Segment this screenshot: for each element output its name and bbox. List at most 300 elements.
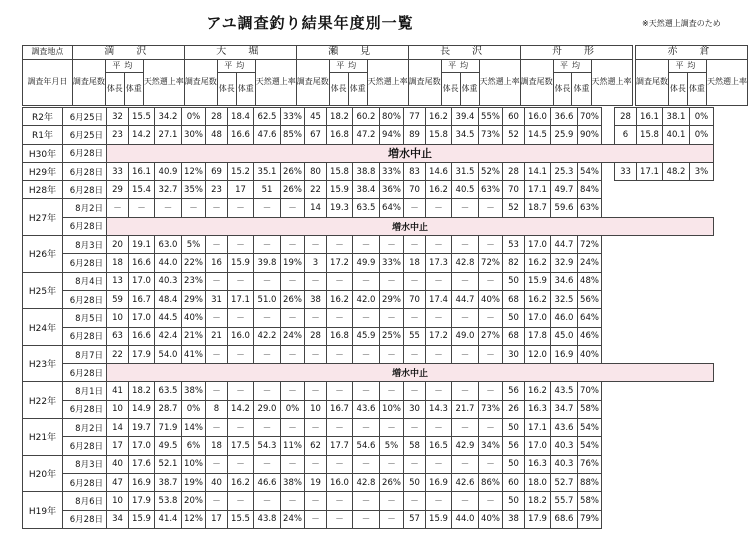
date-cell: 6月28日 bbox=[63, 181, 107, 199]
data-cell: 58% bbox=[578, 400, 602, 418]
data-cell: 0% bbox=[690, 126, 714, 144]
data-cell: 70 bbox=[503, 181, 525, 199]
data-cell: 54.6 bbox=[353, 437, 380, 455]
data-cell: － bbox=[206, 419, 228, 437]
data-cell: 50 bbox=[503, 309, 525, 327]
weight-header: 体重 bbox=[348, 73, 367, 106]
data-cell: － bbox=[479, 419, 503, 437]
year-cell: H22年 bbox=[23, 382, 63, 419]
data-cell: 29% bbox=[182, 290, 206, 308]
data-cell: － bbox=[281, 272, 305, 290]
data-cell: 10 bbox=[107, 492, 129, 510]
data-cell: 42.9 bbox=[452, 437, 479, 455]
data-cell: 43.6 bbox=[551, 419, 578, 437]
data-cell: － bbox=[404, 419, 426, 437]
data-cell: － bbox=[426, 492, 452, 510]
data-cell: 45.0 bbox=[551, 327, 578, 345]
data-cell: 44.7 bbox=[551, 236, 578, 254]
data-cell: － bbox=[353, 510, 380, 528]
data-cell: 35.1 bbox=[254, 162, 281, 180]
empty-cell bbox=[615, 492, 714, 510]
data-cell: 14% bbox=[182, 419, 206, 437]
data-cell: 18.7 bbox=[525, 199, 551, 217]
empty-cell bbox=[615, 272, 714, 290]
data-cell: 60 bbox=[503, 108, 525, 126]
data-cell: 33 bbox=[107, 162, 129, 180]
empty-cell bbox=[615, 510, 714, 528]
data-cell: 32.7 bbox=[155, 181, 182, 199]
avg-header: 平均 bbox=[105, 60, 143, 73]
weight-header: 体重 bbox=[687, 73, 706, 106]
count-header: 調査尾数 bbox=[520, 60, 553, 106]
site-header: 長 沢 bbox=[408, 46, 520, 60]
data-cell: － bbox=[327, 236, 353, 254]
data-cell: 77 bbox=[404, 108, 426, 126]
data-cell: 16.7 bbox=[327, 400, 353, 418]
data-cell: 17.2 bbox=[327, 254, 353, 272]
data-cell: 89 bbox=[404, 126, 426, 144]
empty-cell bbox=[615, 181, 714, 199]
data-cell: 40% bbox=[182, 309, 206, 327]
data-cell: － bbox=[327, 345, 353, 363]
data-cell: － bbox=[206, 199, 228, 217]
table-row bbox=[23, 254, 714, 272]
table-row bbox=[23, 455, 714, 473]
data-cell: 14.9 bbox=[129, 400, 155, 418]
data-cell: 49.0 bbox=[452, 327, 479, 345]
avg-header: 平均 bbox=[553, 60, 591, 73]
data-cell: 27.1 bbox=[155, 126, 182, 144]
data-cell: 57 bbox=[404, 510, 426, 528]
data-cell: 32 bbox=[107, 108, 129, 126]
data-cell: 88% bbox=[578, 473, 602, 491]
date-cell: 8月3日 bbox=[63, 236, 107, 254]
data-cell: － bbox=[452, 199, 479, 217]
data-cell: 16.9 bbox=[551, 345, 578, 363]
data-cell: 6% bbox=[182, 437, 206, 455]
data-cell: 14.1 bbox=[525, 162, 551, 180]
data-cell: － bbox=[380, 382, 404, 400]
data-cell: 48.2 bbox=[663, 162, 690, 180]
data-cell: － bbox=[254, 382, 281, 400]
data-cell: － bbox=[254, 419, 281, 437]
data-cell: 72% bbox=[578, 236, 602, 254]
data-cell: 0% bbox=[182, 400, 206, 418]
data-cell: 59.6 bbox=[551, 199, 578, 217]
data-cell: 55 bbox=[404, 327, 426, 345]
data-cell: 18.2 bbox=[129, 382, 155, 400]
data-cell: 54.3 bbox=[254, 437, 281, 455]
column-gap bbox=[602, 345, 615, 363]
year-cell: H24年 bbox=[23, 309, 63, 346]
data-cell: 68 bbox=[503, 290, 525, 308]
data-cell: － bbox=[305, 309, 327, 327]
rate-header: 天然遡上率 bbox=[367, 60, 408, 106]
year-cell: H19年 bbox=[23, 492, 63, 529]
data-cell: － bbox=[327, 419, 353, 437]
data-cell: 34.5 bbox=[452, 126, 479, 144]
data-cell: － bbox=[107, 199, 129, 217]
table-row bbox=[23, 437, 714, 455]
data-cell: 54% bbox=[578, 162, 602, 180]
data-cell: 48.4 bbox=[155, 290, 182, 308]
data-cell: 15.9 bbox=[129, 510, 155, 528]
data-cell: 18.4 bbox=[228, 108, 254, 126]
avg-header: 平均 bbox=[329, 60, 367, 73]
data-cell: 30 bbox=[404, 400, 426, 418]
data-cell: － bbox=[452, 455, 479, 473]
column-gap bbox=[602, 419, 615, 437]
data-cell: － bbox=[479, 492, 503, 510]
data-cell: 47 bbox=[107, 473, 129, 491]
data-cell: 10 bbox=[107, 400, 129, 418]
date-cell: 6月25日 bbox=[63, 108, 107, 126]
site-header: 満 沢 bbox=[72, 46, 184, 60]
data-cell: 17.5 bbox=[228, 437, 254, 455]
empty-cell bbox=[615, 290, 714, 308]
column-gap bbox=[602, 437, 615, 455]
data-cell: 14 bbox=[107, 419, 129, 437]
data-cell: 10% bbox=[182, 455, 206, 473]
data-cell: 0% bbox=[281, 400, 305, 418]
data-cell: 32.9 bbox=[551, 254, 578, 272]
data-cell: 20% bbox=[182, 492, 206, 510]
data-cell: 22 bbox=[107, 345, 129, 363]
data-cell: 16.8 bbox=[327, 126, 353, 144]
length-header: 体長 bbox=[329, 73, 348, 106]
column-gap bbox=[602, 181, 615, 199]
data-cell: 17.0 bbox=[525, 309, 551, 327]
data-cell: 34 bbox=[107, 510, 129, 528]
banner-row bbox=[23, 217, 714, 235]
data-cell: － bbox=[155, 199, 182, 217]
length-header: 体長 bbox=[553, 73, 572, 106]
data-cell: 34% bbox=[479, 437, 503, 455]
data-cell: － bbox=[305, 382, 327, 400]
column-gap bbox=[602, 199, 615, 217]
data-cell: 24% bbox=[281, 327, 305, 345]
year-cell: H23年 bbox=[23, 345, 63, 382]
column-gap bbox=[602, 272, 615, 290]
data-cell: 71.9 bbox=[155, 419, 182, 437]
data-cell: 15.8 bbox=[637, 126, 663, 144]
data-cell: 41.4 bbox=[155, 510, 182, 528]
data-cell: 15.9 bbox=[327, 181, 353, 199]
count-header: 調査尾数 bbox=[184, 60, 217, 106]
data-cell: － bbox=[305, 455, 327, 473]
data-cell: 16.2 bbox=[228, 473, 254, 491]
data-cell: 17.9 bbox=[129, 345, 155, 363]
table-row bbox=[23, 162, 714, 180]
data-cell: 18 bbox=[404, 254, 426, 272]
table-row bbox=[23, 400, 714, 418]
data-cell: 15.9 bbox=[525, 272, 551, 290]
data-cell: 17.6 bbox=[129, 455, 155, 473]
data-cell: 63% bbox=[578, 199, 602, 217]
data-cell: － bbox=[380, 309, 404, 327]
data-cell: 16.9 bbox=[129, 473, 155, 491]
data-cell: 29% bbox=[380, 290, 404, 308]
data-cell: 36.6 bbox=[551, 108, 578, 126]
data-cell: 14.5 bbox=[525, 126, 551, 144]
flood-cancel-banner: 増水中止 bbox=[107, 217, 714, 235]
data-cell: 62.5 bbox=[254, 108, 281, 126]
data-cell: 42.0 bbox=[353, 290, 380, 308]
data-cell: 70% bbox=[578, 108, 602, 126]
data-cell: － bbox=[254, 455, 281, 473]
site-header: 舟 形 bbox=[520, 46, 632, 60]
data-cell: 38.4 bbox=[353, 181, 380, 199]
year-cell: H26年 bbox=[23, 236, 63, 273]
data-cell: 90% bbox=[578, 126, 602, 144]
data-cell: 52 bbox=[503, 199, 525, 217]
data-cell: 30% bbox=[182, 126, 206, 144]
data-cell: 31.5 bbox=[452, 162, 479, 180]
data-cell: 33 bbox=[615, 162, 637, 180]
data-cell: 47.6 bbox=[254, 126, 281, 144]
data-cell: 3 bbox=[305, 254, 327, 272]
data-cell: 18.0 bbox=[525, 473, 551, 491]
data-cell: 83 bbox=[404, 162, 426, 180]
data-cell: 40.1 bbox=[663, 126, 690, 144]
column-gap bbox=[602, 327, 615, 345]
data-cell: 63% bbox=[479, 181, 503, 199]
date-cell: 8月5日 bbox=[63, 309, 107, 327]
data-cell: 44.0 bbox=[155, 254, 182, 272]
data-cell: 16.2 bbox=[327, 290, 353, 308]
data-cell: － bbox=[281, 345, 305, 363]
data-cell: 40.3 bbox=[155, 272, 182, 290]
table-row bbox=[23, 492, 714, 510]
data-cell: 49.5 bbox=[155, 437, 182, 455]
empty-cell bbox=[615, 345, 714, 363]
data-cell: 53.8 bbox=[155, 492, 182, 510]
data-cell: 43.8 bbox=[254, 510, 281, 528]
year-cell: H27年 bbox=[23, 199, 63, 236]
data-cell: － bbox=[479, 272, 503, 290]
data-cell: － bbox=[380, 455, 404, 473]
data-cell: 28 bbox=[206, 108, 228, 126]
data-cell: － bbox=[305, 510, 327, 528]
data-cell: 19 bbox=[305, 473, 327, 491]
data-cell: － bbox=[479, 382, 503, 400]
data-cell: 16.7 bbox=[129, 290, 155, 308]
date-cell: 8月7日 bbox=[63, 345, 107, 363]
data-cell: 46.0 bbox=[551, 309, 578, 327]
data-cell: － bbox=[206, 382, 228, 400]
data-cell: 40% bbox=[479, 510, 503, 528]
data-cell: 10 bbox=[107, 309, 129, 327]
data-cell: 24% bbox=[578, 254, 602, 272]
data-cell: 16.2 bbox=[426, 181, 452, 199]
data-cell: 17.1 bbox=[228, 290, 254, 308]
data-cell: 63.5 bbox=[353, 199, 380, 217]
empty-cell bbox=[615, 437, 714, 455]
data-cell: － bbox=[281, 309, 305, 327]
data-cell: － bbox=[327, 382, 353, 400]
data-cell: 24% bbox=[281, 510, 305, 528]
data-cell: － bbox=[479, 455, 503, 473]
data-cell: － bbox=[228, 419, 254, 437]
data-cell: － bbox=[281, 455, 305, 473]
data-cell: 56 bbox=[503, 437, 525, 455]
data-cell: － bbox=[426, 236, 452, 254]
weight-header: 体重 bbox=[572, 73, 591, 106]
data-cell: 16.0 bbox=[327, 473, 353, 491]
data-cell: 17.1 bbox=[525, 419, 551, 437]
data-cell: － bbox=[404, 382, 426, 400]
data-cell: － bbox=[380, 345, 404, 363]
data-cell: － bbox=[206, 309, 228, 327]
data-cell: 40.3 bbox=[551, 437, 578, 455]
date-cell: 6月28日 bbox=[63, 162, 107, 180]
data-cell: － bbox=[380, 236, 404, 254]
data-cell: 16.0 bbox=[525, 108, 551, 126]
data-cell: － bbox=[305, 236, 327, 254]
data-cell: 5% bbox=[182, 236, 206, 254]
data-cell: 38.1 bbox=[663, 108, 690, 126]
data-cell: － bbox=[254, 236, 281, 254]
data-cell: － bbox=[206, 345, 228, 363]
data-cell: 38 bbox=[305, 290, 327, 308]
data-cell: 14.3 bbox=[426, 400, 452, 418]
data-cell: － bbox=[404, 236, 426, 254]
length-header: 体長 bbox=[217, 73, 236, 106]
data-cell: 42.4 bbox=[155, 327, 182, 345]
table-header bbox=[22, 45, 748, 106]
data-cell: 15.8 bbox=[426, 126, 452, 144]
data-cell: － bbox=[404, 345, 426, 363]
empty-cell bbox=[615, 199, 714, 217]
empty-cell bbox=[615, 473, 714, 491]
data-cell: 26 bbox=[503, 400, 525, 418]
data-cell: 52 bbox=[503, 126, 525, 144]
data-cell: 44.0 bbox=[452, 510, 479, 528]
data-cell: 35% bbox=[182, 181, 206, 199]
data-cell: 15.5 bbox=[228, 510, 254, 528]
year-cell: H28年 bbox=[23, 181, 63, 199]
data-cell: 20 bbox=[107, 236, 129, 254]
data-cell: － bbox=[452, 236, 479, 254]
year-cell: H20年 bbox=[23, 455, 63, 492]
data-cell: 50 bbox=[503, 455, 525, 473]
data-cell: － bbox=[281, 199, 305, 217]
data-cell: 26% bbox=[380, 473, 404, 491]
data-cell: 79% bbox=[578, 510, 602, 528]
count-header: 調査尾数 bbox=[72, 60, 105, 106]
data-cell: － bbox=[479, 199, 503, 217]
data-cell: 76% bbox=[578, 455, 602, 473]
site-header: 瀬 見 bbox=[296, 46, 408, 60]
data-cell: 32.5 bbox=[551, 290, 578, 308]
data-cell: 17.0 bbox=[525, 437, 551, 455]
data-cell: 38.8 bbox=[353, 162, 380, 180]
weight-header: 体重 bbox=[124, 73, 143, 106]
rate-header: 天然遡上率 bbox=[143, 60, 184, 106]
data-cell: 40% bbox=[479, 290, 503, 308]
data-cell: 16.2 bbox=[525, 254, 551, 272]
data-cell: 30 bbox=[503, 345, 525, 363]
data-cell: － bbox=[452, 272, 479, 290]
data-cell: － bbox=[353, 345, 380, 363]
avg-header: 平均 bbox=[441, 60, 479, 73]
avg-header: 平均 bbox=[217, 60, 255, 73]
data-cell: － bbox=[426, 455, 452, 473]
data-cell: 64% bbox=[578, 309, 602, 327]
rate-header: 天然遡上率 bbox=[479, 60, 520, 106]
data-cell: 28 bbox=[305, 327, 327, 345]
data-cell: 8 bbox=[206, 400, 228, 418]
data-cell: 41% bbox=[182, 345, 206, 363]
date-cell: 8月1日 bbox=[63, 382, 107, 400]
table-row bbox=[23, 126, 714, 144]
date-cell: 6月28日 bbox=[63, 327, 107, 345]
data-cell: － bbox=[353, 492, 380, 510]
data-cell: 34.6 bbox=[551, 272, 578, 290]
data-cell: 18 bbox=[107, 254, 129, 272]
data-cell: 33% bbox=[380, 162, 404, 180]
data-cell: － bbox=[452, 345, 479, 363]
column-gap bbox=[602, 382, 615, 400]
data-cell: 63 bbox=[107, 327, 129, 345]
data-cell: 16.2 bbox=[525, 290, 551, 308]
data-cell: 17.0 bbox=[525, 236, 551, 254]
data-cell: － bbox=[404, 199, 426, 217]
data-cell: 22 bbox=[305, 181, 327, 199]
empty-cell bbox=[615, 254, 714, 272]
data-cell: － bbox=[228, 272, 254, 290]
data-cell: 73% bbox=[479, 400, 503, 418]
data-cell: － bbox=[206, 455, 228, 473]
date-label: 調査年月日 bbox=[23, 60, 73, 106]
table-row bbox=[23, 290, 714, 308]
table-row bbox=[23, 419, 714, 437]
results-table bbox=[22, 107, 714, 529]
data-cell: 19% bbox=[281, 254, 305, 272]
data-cell: 59 bbox=[107, 290, 129, 308]
data-cell: 10 bbox=[305, 400, 327, 418]
data-cell: 50 bbox=[404, 473, 426, 491]
data-cell: 52.7 bbox=[551, 473, 578, 491]
data-cell: 40.5 bbox=[452, 181, 479, 199]
data-cell: 14.2 bbox=[228, 400, 254, 418]
length-header: 体長 bbox=[441, 73, 460, 106]
data-cell: － bbox=[254, 492, 281, 510]
column-gap bbox=[602, 254, 615, 272]
year-cell: R1年 bbox=[23, 126, 63, 144]
date-cell: 6月28日 bbox=[63, 254, 107, 272]
column-gap bbox=[602, 400, 615, 418]
data-cell: 0% bbox=[690, 108, 714, 126]
data-cell: 56% bbox=[578, 290, 602, 308]
data-cell: 36% bbox=[380, 181, 404, 199]
data-cell: － bbox=[228, 236, 254, 254]
column-gap bbox=[602, 492, 615, 510]
data-cell: 56 bbox=[503, 382, 525, 400]
data-cell: 28 bbox=[503, 162, 525, 180]
data-cell: 50 bbox=[503, 419, 525, 437]
data-cell: 68.6 bbox=[551, 510, 578, 528]
weight-header: 体重 bbox=[236, 73, 255, 106]
data-cell: 16.3 bbox=[525, 455, 551, 473]
data-cell: 16.5 bbox=[426, 437, 452, 455]
table-row bbox=[23, 236, 714, 254]
data-cell: 48% bbox=[578, 272, 602, 290]
data-cell: 16.3 bbox=[525, 400, 551, 418]
data-cell: 17.3 bbox=[426, 254, 452, 272]
data-cell: 17.8 bbox=[525, 327, 551, 345]
data-cell: － bbox=[228, 492, 254, 510]
